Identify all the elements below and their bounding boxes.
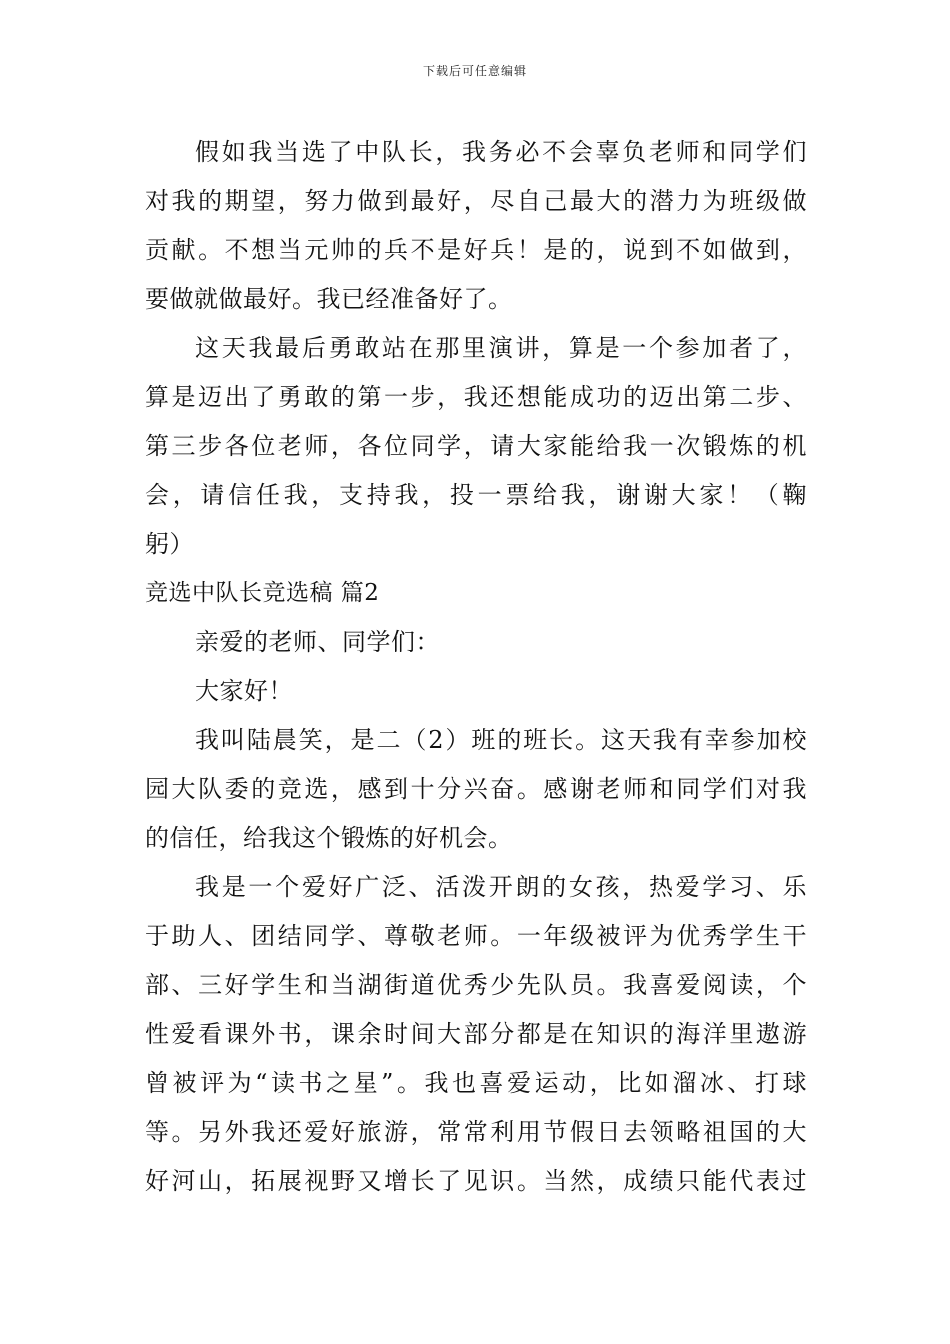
text-line: 的信任，给我这个锻炼的好机会。 — [145, 824, 513, 852]
greeting-line: 大家好！ — [195, 677, 293, 705]
text-line: 会，请信任我，支持我，投一票给我，谢谢大家！（鞠 — [145, 481, 807, 509]
text-line: 好河山，拓展视野又增长了见识。当然，成绩只能代表过 — [145, 1167, 807, 1195]
text-line: 算是迈出了勇敢的第一步，我还想能成功的迈出第二步、 — [145, 383, 807, 411]
text-line: 贡献。不想当元帅的兵不是好兵！是的，说到不如做到， — [145, 236, 807, 264]
text-line: 这天我最后勇敢站在那里演讲，算是一个参加者了， — [195, 334, 807, 362]
text-line: 等。另外我还爱好旅游，常常利用节假日去领略祖国的大 — [145, 1118, 807, 1146]
text-line: 曾被评为“读书之星”。我也喜爱运动，比如溜冰、打球 — [145, 1069, 807, 1097]
text-line: 要做就做最好。我已经准备好了。 — [145, 285, 513, 313]
text-line: 我叫陆晨笑，是二（2）班的班长。这天我有幸参加校 — [195, 726, 807, 754]
text-line: 我是一个爱好广泛、活泼开朗的女孩，热爱学习、乐 — [195, 873, 807, 901]
section-heading: 竞选中队长竞选稿 篇2 — [145, 580, 380, 606]
text-line: 躬） — [145, 530, 194, 558]
text-line: 园大队委的竞选，感到十分兴奋。感谢老师和同学们对我 — [145, 775, 807, 803]
text-line: 假如我当选了中队长，我务必不会辜负老师和同学们 — [195, 138, 807, 166]
text-line: 部、三好学生和当湖街道优秀少先队员。我喜爱阅读，个 — [145, 971, 807, 999]
page-header: 下载后可任意编辑 — [422, 64, 527, 78]
text-line: 对我的期望，努力做到最好，尽自己最大的潜力为班级做 — [145, 187, 807, 215]
text-line: 性爱看课外书，课余时间大部分都是在知识的海洋里遨游 — [145, 1020, 807, 1048]
document-body — [145, 128, 807, 1206]
text-line: 于助人、团结同学、尊敬老师。一年级被评为优秀学生干 — [145, 922, 807, 950]
text-line: 第三步各位老师，各位同学，请大家能给我一次锻炼的机 — [145, 432, 807, 460]
salutation-line: 亲爱的老师、同学们： — [195, 628, 440, 656]
